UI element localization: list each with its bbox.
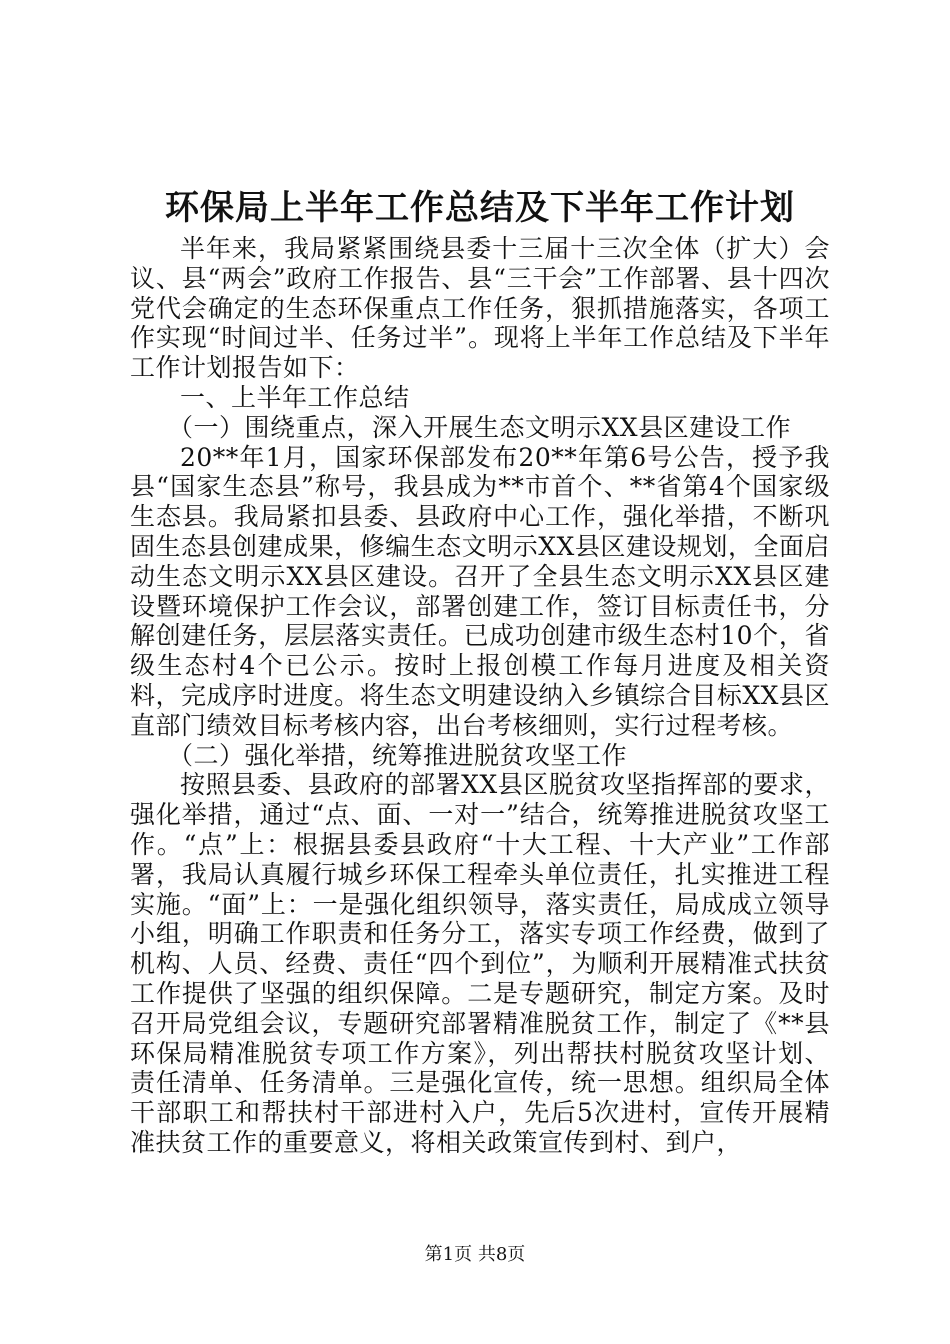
body-paragraph: 按照县委、县政府的部署XX县区脱贫攻坚指挥部的要求，强化举措，通过“点、面、一对一”结合，统筹推进脱贫攻坚工作。“点”上：根据县委县政府“十大工程、十大产业”工作部署，我局认真履行城乡环保工程牵头单位责任，扎实推进工程实施。“面”上：一是强化组织领导，落实责任，局成成立领导小组，明确工作职责和任务分工，落实专项工作经费，做到了机构、人员、经费、责任“四个到位”，为顺利开展精准式扶贫工作提供了坚强的组织保障。二是专题研究，制定方案。及时召开局党组会议，专题研究部署精准脱贫工作，制定了《**县环保局精准脱贫专项工作方案》，列出帮扶村脱贫攻坚计划、责任清单、任务清单。三是强化宣传，统一思想。组织局全体干部职工和帮扶村干部进村入户，先后5次进村，宣传开展精准扶贫工作的重要意义，将相关政策宣传到村、到户， [130,770,830,1157]
page-number: 第1页 共8页 [424,1244,526,1265]
intro-paragraph: 半年来，我局紧紧围绕县委十三届十三次全体（扩大）会议、县“两会”政府工作报告、县“三干会”工作部署、县十四次党代会确定的生态环保重点工作任务，狠抓措施落实，各项工作实现“时间过半、任务过半”。现将上半年工作总结及下半年工作计划报告如下： [130,234,830,383]
body-paragraph: 20**年1月，国家环保部发布20**年第6号公告，授予我县“国家生态县”称号，我县成为**市首个、**省第4个国家级生态县。我局紧扣县委、县政府中心工作，强化举措，不断巩固生态县创建成果，修编生态文明示XX县区建设规划，全面启动生态文明示XX县区建设。召开了全县生态文明示XX县区建设暨环境保护工作会议，部署创建工作，签订目标责任书，分解创建任务，层层落实责任。已成功创建市级生态村10个，省级生态村4个已公示。按时上报创模工作每月进度及相关资料，完成序时进度。将生态文明建设纳入乡镇综合目标XX县区直部门绩效目标考核内容，出台考核细则，实行过程考核。 [130,442,830,740]
subsection-heading: （一）围绕重点，深入开展生态文明示XX县区建设工作 [168,412,792,442]
document-title: 环保局上半年工作总结及下半年工作计划 [165,188,795,228]
section-heading: 一、上半年工作总结 [180,382,410,412]
subsection-heading: （二）强化举措，统筹推进脱贫攻坚工作 [168,740,628,770]
document-body [130,234,830,1158]
